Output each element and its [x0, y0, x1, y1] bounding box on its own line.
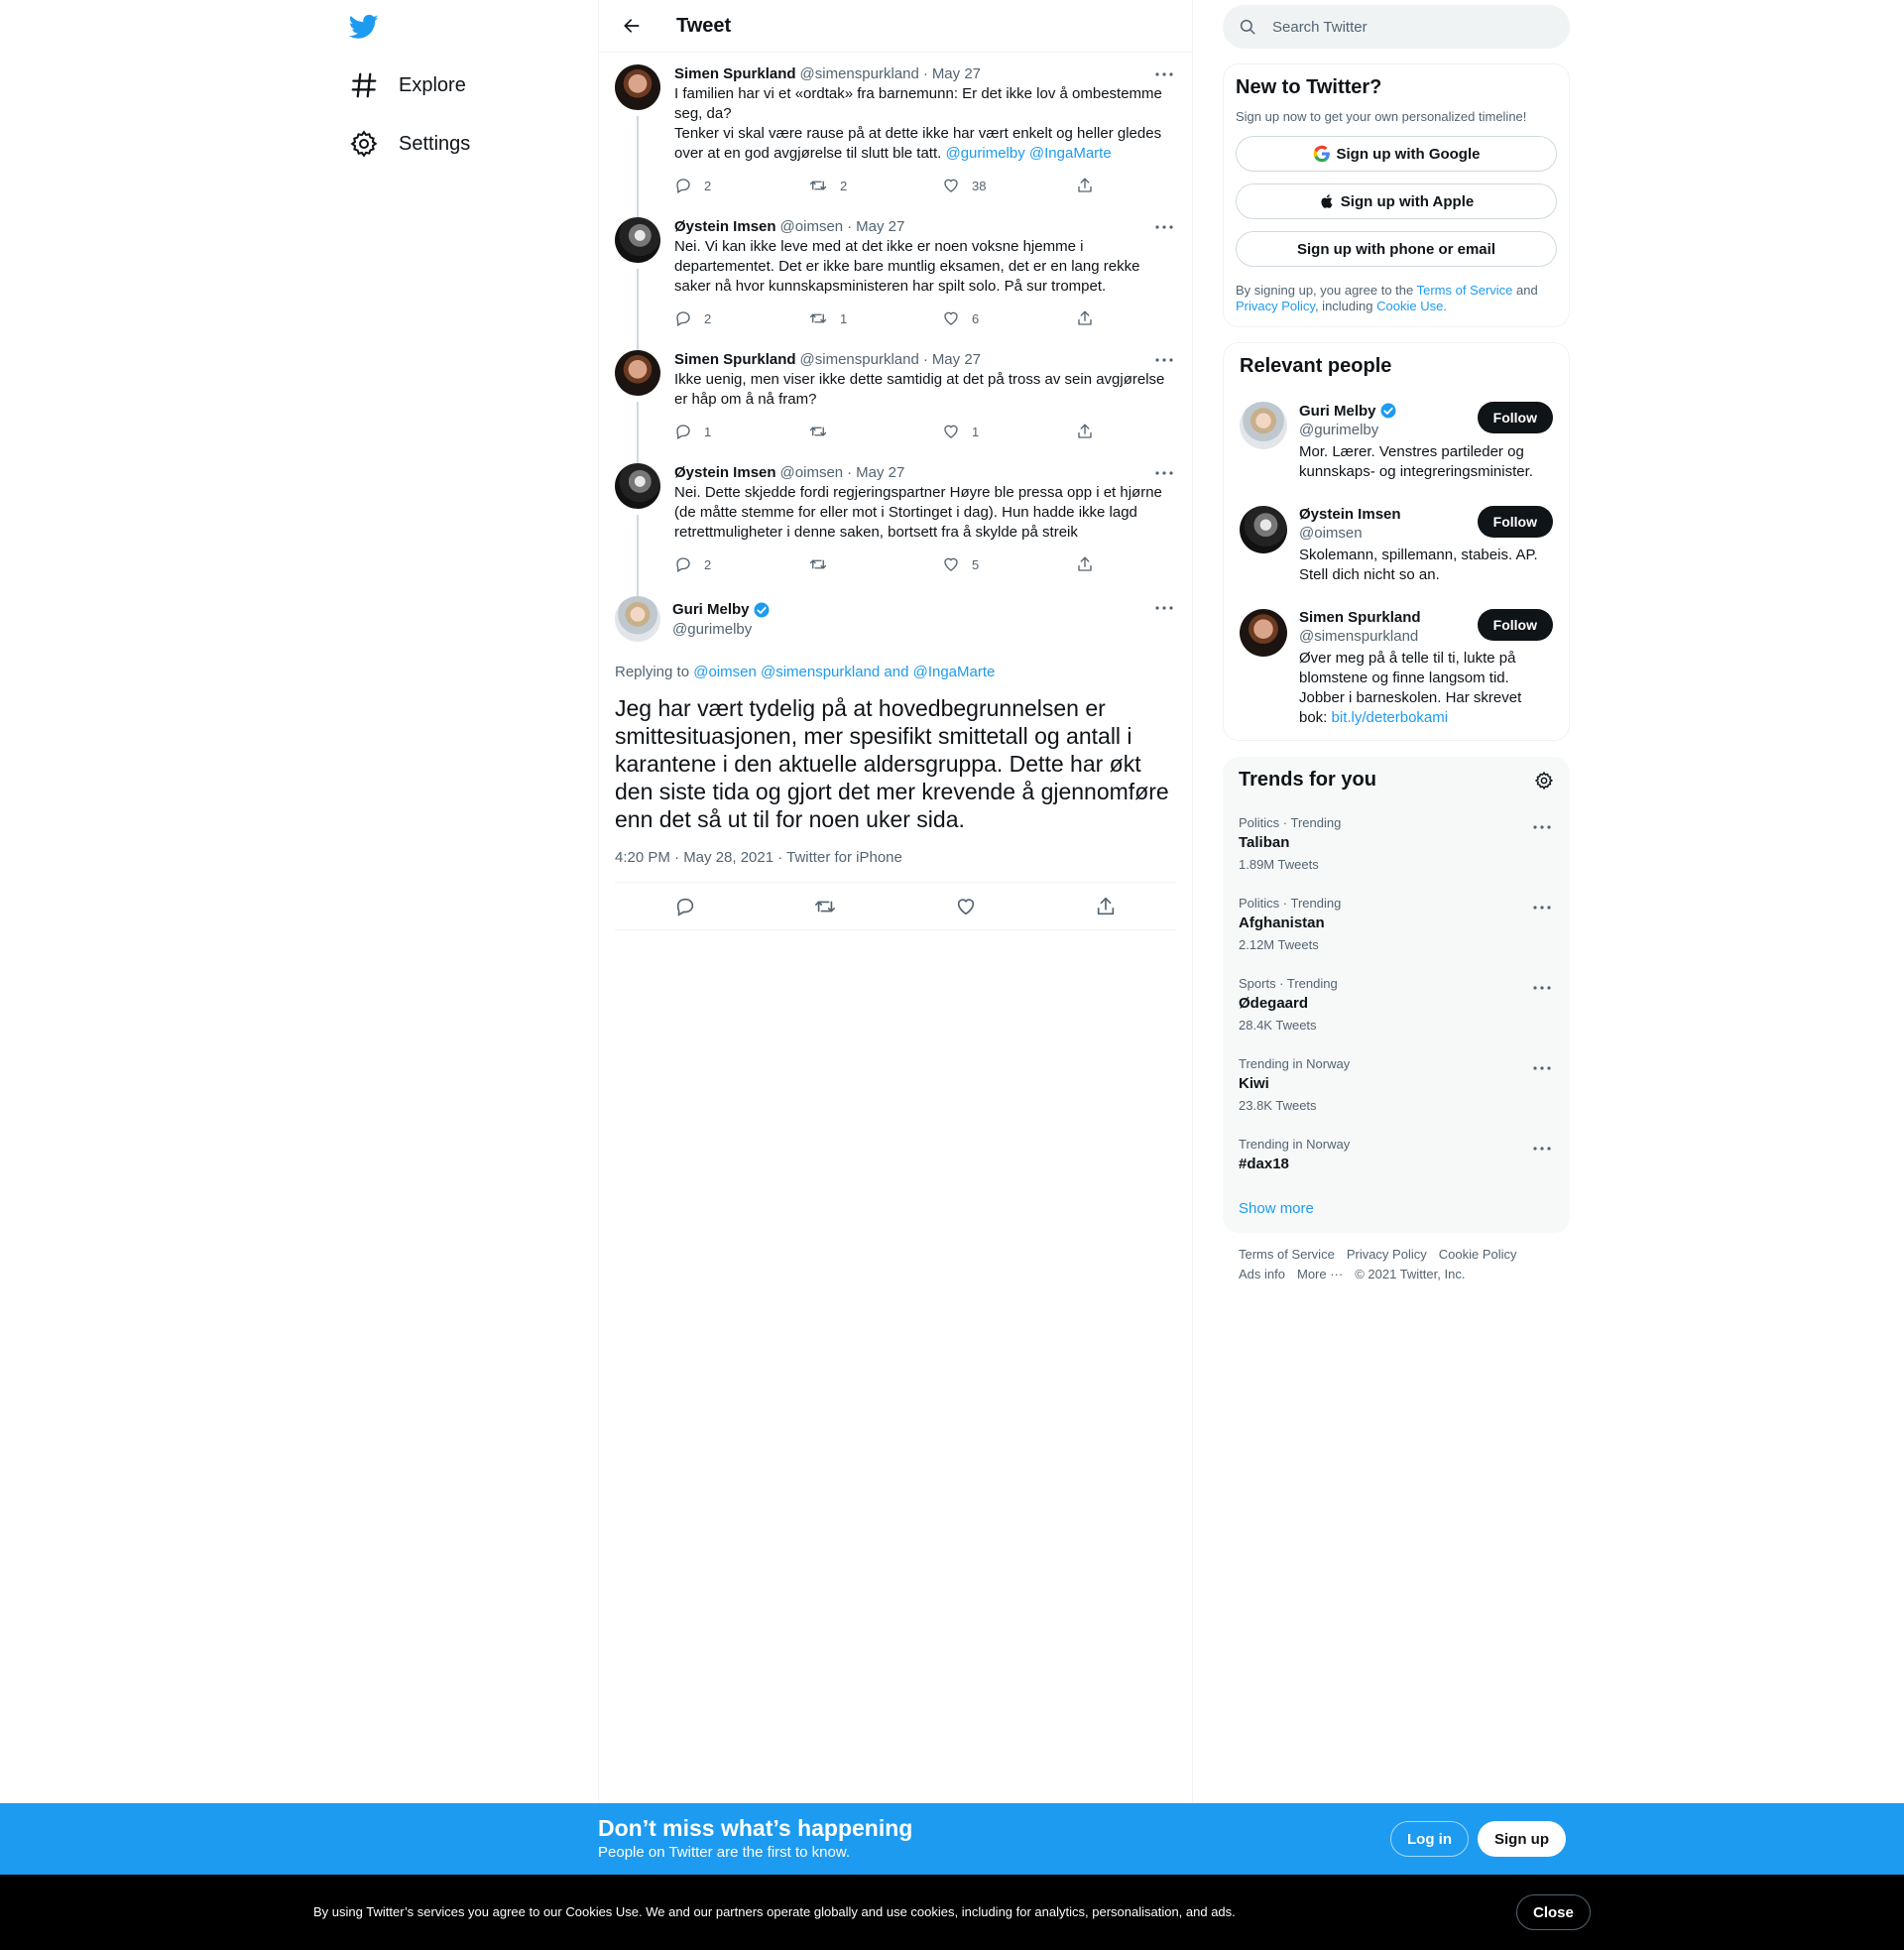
more-options-icon[interactable]	[1530, 1139, 1554, 1158]
thread-tweet[interactable]	[599, 451, 1192, 584]
back-arrow-icon[interactable]	[615, 9, 649, 43]
privacy-link[interactable]: Privacy Policy	[1236, 299, 1315, 313]
person-handle[interactable]: @gurimelby	[1299, 422, 1379, 438]
tweet-mentions[interactable]: @gurimelby @IngaMarte	[945, 145, 1112, 162]
gear-icon	[349, 129, 379, 159]
trend-context: Trending in Norway	[1239, 1056, 1351, 1071]
separator-dot: ·	[847, 464, 853, 481]
terms-text: By signing up, you agree to the	[1236, 283, 1417, 298]
show-more-link[interactable]: Show more	[1239, 1200, 1314, 1217]
like-button[interactable]	[942, 423, 1002, 440]
signup-apple-button[interactable]	[1236, 183, 1557, 219]
share-button[interactable]	[1076, 423, 1096, 440]
author-handle[interactable]: @simenspurkland	[799, 65, 919, 82]
bio-link[interactable]: bit.ly/deterbokami	[1331, 709, 1449, 726]
author-name[interactable]: Guri Melby	[672, 601, 750, 618]
reply-button[interactable]	[674, 423, 734, 440]
more-options-icon[interactable]	[1530, 898, 1554, 917]
reply-button[interactable]	[674, 555, 734, 573]
heart-icon	[955, 896, 977, 917]
relevant-person[interactable]	[1224, 597, 1569, 740]
signup-phone-button[interactable]	[1236, 231, 1557, 267]
search-bar[interactable]	[1223, 5, 1570, 49]
hashtag-icon	[349, 70, 379, 100]
trend-name: #dax18	[1239, 1156, 1289, 1172]
footer-ads-link[interactable]: Ads info	[1239, 1267, 1285, 1281]
terms-text: and	[1512, 283, 1538, 298]
signup-banner	[0, 1803, 1904, 1875]
reply-count: 2	[704, 178, 712, 193]
reply-count: 2	[704, 310, 712, 326]
verified-badge-icon	[753, 601, 771, 619]
retweet-button[interactable]	[808, 309, 868, 327]
gear-icon[interactable]	[1534, 771, 1554, 791]
relevant-people-card	[1223, 342, 1570, 741]
reply-count: 2	[704, 556, 712, 572]
trend-item[interactable]	[1223, 1044, 1570, 1125]
reply-button[interactable]	[674, 177, 734, 194]
tweet-text: Nei. Vi kan ikke leve med at det ikke er noen voksne hjemme i departementet. Det er ikke bare muntlig eksamen, det er en lang rekke saker nå hvor kunnskapsministeren har spilt solo. På sur trompet.	[674, 238, 1144, 295]
terms-text: , including	[1314, 299, 1377, 313]
trends-card	[1223, 757, 1570, 1233]
author-handle[interactable]: @simenspurkland	[799, 351, 919, 368]
reply-icon	[674, 177, 704, 194]
share-button[interactable]	[1076, 309, 1096, 327]
avatar[interactable]	[615, 463, 660, 509]
author-name[interactable]: Øystein Imsen	[674, 464, 776, 481]
reply-icon	[674, 423, 704, 440]
heart-icon	[942, 555, 972, 573]
new-to-twitter-title: New to Twitter?	[1236, 76, 1382, 98]
share-button[interactable]	[1076, 177, 1096, 194]
replying-prefix: Replying to	[615, 664, 694, 680]
like-count: 1	[972, 424, 980, 439]
like-button[interactable]	[942, 555, 1002, 573]
person-name[interactable]: Simen Spurkland	[1299, 609, 1421, 626]
verified-badge-icon	[1379, 402, 1397, 420]
like-button[interactable]	[942, 177, 1002, 194]
tweet-text: Ikke uenig, men viser ikke dette samtidig at det på tross av sein avgjørelse er håp om å nå fram?	[674, 371, 1169, 408]
thread-tweet[interactable]	[599, 53, 1192, 205]
footer-more-link[interactable]: More ···	[1296, 1267, 1344, 1281]
right-sidebar	[1223, 0, 1570, 1296]
avatar[interactable]	[1240, 609, 1287, 657]
share-icon	[1076, 423, 1106, 440]
person-name[interactable]: Guri Melby	[1299, 402, 1376, 420]
trend-context: Sports · Trending	[1239, 976, 1338, 991]
more-options-icon[interactable]	[1530, 817, 1554, 837]
trend-name: Afghanistan	[1239, 914, 1325, 931]
share-icon	[1095, 896, 1117, 917]
nav-settings-label: Settings	[399, 132, 471, 155]
more-options-icon[interactable]	[1152, 217, 1176, 237]
thread-tweet[interactable]	[599, 338, 1192, 451]
new-to-twitter-card	[1223, 63, 1570, 327]
person-bio: Skolemann, spillemann, stabeis. AP. Stell dich nicht so an.	[1299, 547, 1538, 583]
footer-cookie-link[interactable]: Cookie Policy	[1438, 1247, 1517, 1262]
trend-name: Kiwi	[1239, 1075, 1269, 1092]
focused-tweet	[599, 584, 1192, 930]
retweet-button[interactable]	[808, 555, 868, 573]
trend-item[interactable]	[1223, 884, 1570, 964]
like-count: 38	[972, 178, 987, 193]
thread-tweet[interactable]	[599, 205, 1192, 338]
cookie-text: By using Twitter’s services you agree to our Cookies Use. We and our partners operate globally and use cookies, including for analytics, personalisation, and ads.	[313, 1904, 1236, 1919]
author-name[interactable]: Simen Spurkland	[674, 65, 796, 82]
retweet-button[interactable]	[805, 887, 845, 926]
footer-links	[1223, 1233, 1570, 1296]
author-handle[interactable]: @gurimelby	[672, 620, 753, 638]
reply-button[interactable]	[665, 887, 705, 926]
author-handle[interactable]: @oimsen	[779, 218, 844, 235]
retweet-button[interactable]	[808, 177, 868, 194]
tweet-date[interactable]: May 27	[856, 218, 905, 235]
retweet-button[interactable]	[808, 423, 868, 440]
reply-icon	[674, 896, 696, 917]
share-button[interactable]	[1076, 555, 1096, 573]
thread-connector	[637, 269, 639, 350]
separator-dot: ·	[922, 351, 928, 368]
person-bio: Øver meg på å telle til ti, lukte på blomstene og finne langsom tid. Jobber i barneskolen. Har skrevet bok:	[1299, 650, 1522, 726]
nav-explore[interactable]	[349, 61, 466, 109]
relevant-person[interactable]	[1224, 494, 1569, 597]
reply-button[interactable]	[674, 309, 734, 327]
retweet-count: 1	[840, 310, 848, 326]
trend-item[interactable]	[1223, 964, 1570, 1044]
more-options-icon[interactable]	[1152, 463, 1176, 483]
cookie-link[interactable]: Cookie Use.	[1376, 299, 1447, 313]
avatar[interactable]	[615, 350, 660, 396]
more-options-icon[interactable]	[1152, 598, 1176, 618]
person-handle[interactable]: @oimsen	[1299, 525, 1363, 542]
person-handle[interactable]: @simenspurkland	[1299, 628, 1419, 645]
heart-icon	[942, 177, 972, 194]
trends-title: Trends for you	[1239, 769, 1376, 791]
trend-item[interactable]	[1223, 1125, 1570, 1184]
thread	[599, 53, 1192, 584]
avatar[interactable]	[1240, 506, 1287, 553]
signup-apple-label: Sign up with Apple	[1340, 192, 1475, 210]
tweet-actions	[674, 170, 1096, 201]
share-icon	[1076, 309, 1106, 327]
trend-context: Politics · Trending	[1239, 815, 1342, 830]
author-handle[interactable]: @oimsen	[779, 464, 844, 481]
more-options-icon[interactable]	[1530, 1058, 1554, 1078]
tweet-header	[599, 0, 1192, 53]
person-bio: Mor. Lærer. Venstres partileder og kunnskaps- og integreringsminister.	[1299, 443, 1533, 480]
author-name[interactable]: Simen Spurkland	[674, 351, 796, 368]
new-to-twitter-subtitle: Sign up now to get your own personalized timeline!	[1236, 109, 1527, 124]
follow-button[interactable]: Follow	[1478, 609, 1553, 641]
avatar[interactable]	[615, 64, 660, 110]
tweet-meta[interactable]: 4:20 PM · May 28, 2021 · Twitter for iPhone	[615, 849, 1176, 883]
banner-subtitle: People on Twitter are the first to know.	[598, 1844, 851, 1861]
replying-to	[615, 664, 1176, 680]
relevant-people-title: Relevant people	[1240, 355, 1392, 377]
trend-count: 1.89M Tweets	[1239, 857, 1319, 872]
signup-terms	[1236, 283, 1557, 314]
trend-count: 23.8K Tweets	[1239, 1098, 1317, 1113]
trend-name: Ødegaard	[1239, 995, 1309, 1012]
avatar[interactable]	[615, 596, 660, 642]
tweet-date[interactable]: May 27	[931, 65, 982, 82]
tweet-actions	[674, 548, 1096, 580]
page-title: Tweet	[676, 14, 732, 37]
reply-icon	[674, 555, 704, 573]
trend-name: Taliban	[1239, 834, 1290, 851]
google-icon	[1313, 145, 1337, 163]
retweet-icon	[808, 309, 840, 327]
apple-icon	[1319, 192, 1341, 210]
like-button[interactable]	[942, 309, 1002, 327]
like-count: 6	[972, 310, 980, 326]
twitter-logo-icon[interactable]	[349, 12, 389, 42]
cookie-close-button[interactable]: Close	[1516, 1894, 1591, 1930]
retweet-icon	[813, 896, 837, 917]
reply-icon	[674, 309, 704, 327]
signup-button[interactable]: Sign up	[1478, 1821, 1566, 1857]
retweet-icon	[808, 423, 840, 440]
avatar[interactable]	[1240, 402, 1287, 449]
more-options-icon[interactable]	[1152, 64, 1176, 84]
search-input[interactable]	[1272, 19, 1530, 36]
tweet-date[interactable]: May 27	[931, 351, 982, 368]
separator-dot: ·	[922, 65, 928, 82]
tweet-date[interactable]: May 27	[856, 464, 905, 481]
trend-item[interactable]	[1223, 803, 1570, 884]
search-icon	[1239, 18, 1256, 36]
heart-icon	[942, 309, 972, 327]
tweet-actions	[674, 303, 1096, 334]
tweet-actions	[674, 416, 1096, 447]
tweet-text: I familien har vi et «ordtak» fra barnemunn: Er det ikke lov å ombestemme seg, da? Tenker vi skal være rause på at dette ikke har vært enkelt og heller gledes over at en god avgjørelse til slutt ble tatt.	[674, 85, 1162, 162]
trend-context: Politics · Trending	[1239, 896, 1342, 911]
relevant-person[interactable]	[1224, 390, 1569, 494]
cookie-banner	[0, 1875, 1904, 1950]
follow-button[interactable]: Follow	[1478, 402, 1553, 433]
nav-settings[interactable]	[349, 120, 470, 168]
thread-connector	[637, 116, 639, 217]
tweet-text: Nei. Dette skjedde fordi regjeringspartner Høyre ble pressa opp i et hjørne (de måtte stemme for eller mot i Stortinget i dag). Hun hadde ikke lagd retrettmuligheter i denne saken, bortsett fra å skylde på streik	[674, 484, 1167, 541]
retweet-icon	[808, 555, 840, 573]
more-options-icon[interactable]	[1530, 978, 1554, 998]
trend-context: Trending in Norway	[1239, 1137, 1351, 1152]
login-button[interactable]: Log in	[1390, 1821, 1469, 1857]
terms-link[interactable]: Terms of Service	[1416, 283, 1513, 298]
focused-tweet-text: Jeg har vært tydelig på at hovedbegrunnelsen er smittesituasjonen, mer spesifikt smittetall og antall i karantene i den aktuelle aldersgruppa. Dette har økt den siste tida og gjort det mer krevende å gjennomføre enn det så ut til for noen uker sida.	[615, 695, 1169, 832]
trend-count: 2.12M Tweets	[1239, 937, 1319, 952]
signup-google-label: Sign up with Google	[1336, 145, 1481, 163]
person-name[interactable]: Øystein Imsen	[1299, 506, 1401, 523]
thread-connector	[637, 515, 639, 596]
footer-copyright: © 2021 Twitter, Inc.	[1355, 1267, 1466, 1281]
retweet-icon	[808, 177, 840, 194]
follow-button[interactable]: Follow	[1478, 506, 1553, 538]
like-count: 5	[972, 556, 980, 572]
share-icon	[1076, 555, 1106, 573]
banner-title: Don’t miss what’s happening	[598, 1815, 913, 1841]
focused-tweet-actions	[615, 883, 1176, 930]
separator-dot: ·	[847, 218, 853, 235]
main-column	[598, 0, 1193, 1803]
signup-phone-label: Sign up with phone or email	[1296, 240, 1495, 258]
footer-terms-link[interactable]: Terms of Service	[1239, 1247, 1335, 1262]
footer-privacy-link[interactable]: Privacy Policy	[1346, 1247, 1427, 1262]
share-button[interactable]	[1086, 887, 1126, 926]
share-icon	[1076, 177, 1106, 194]
reply-count: 1	[704, 424, 712, 439]
signup-google-button[interactable]	[1236, 136, 1557, 172]
more-options-icon[interactable]	[1152, 350, 1176, 370]
nav-explore-label: Explore	[399, 73, 466, 96]
retweet-count: 2	[840, 178, 848, 193]
like-button[interactable]	[946, 887, 986, 926]
author-name[interactable]: Øystein Imsen	[674, 218, 776, 235]
heart-icon	[942, 423, 972, 440]
trend-count: 28.4K Tweets	[1239, 1018, 1317, 1033]
thread-connector	[637, 402, 639, 463]
replying-to-links[interactable]: @oimsen @simenspurkland and @IngaMarte	[693, 664, 996, 680]
avatar[interactable]	[615, 217, 660, 263]
